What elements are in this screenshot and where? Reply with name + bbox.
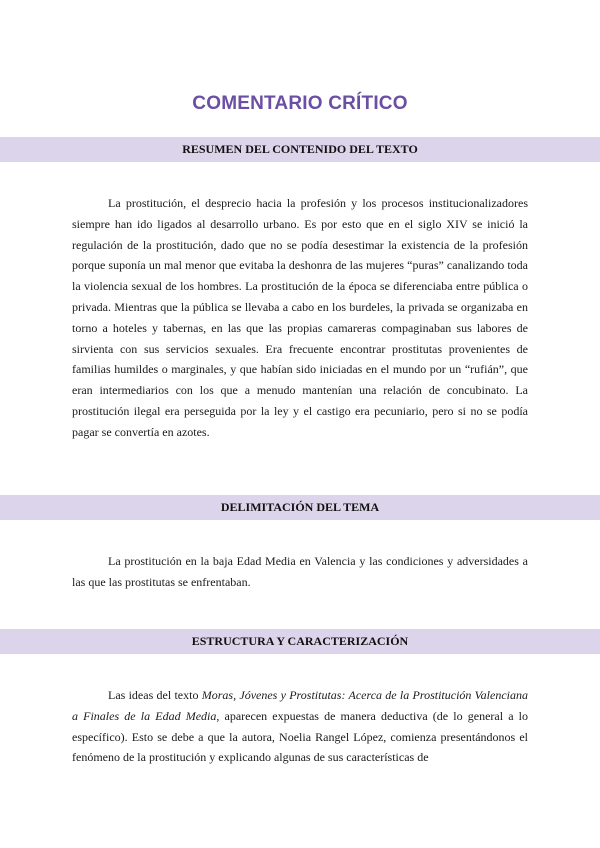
section-heading-estructura: ESTRUCTURA Y CARACTERIZACIÓN xyxy=(0,629,600,654)
paragraph-estructura-intro: Las ideas del texto xyxy=(108,688,199,702)
section-heading-resumen: RESUMEN DEL CONTENIDO DEL TEXTO xyxy=(0,137,600,162)
paragraph-estructura xyxy=(72,685,528,768)
paragraph-estructura-rest: , aparecen expuestas de manera deductiva (de lo general a lo específico). Esto se debe a que la autora, Noelia Rangel López, comienza presentándonos el fenómeno de la prostitución y explicando algunas de sus características de xyxy=(72,708,529,765)
page-title: COMENTARIO CRÍTICO xyxy=(192,93,408,114)
section-heading-delimitacion: DELIMITACIÓN DEL TEMA xyxy=(0,495,600,520)
paragraph-resumen: La prostitución, el desprecio hacia la profesión y los procesos institucionalizadores siempre han ido ligados al desarrollo urbano. Es por esto que en el siglo XIV se inició la regulación de la prostitución, dado que no se podía desestimar la existencia de la profesión porque suponía un mal menor que evitaba la deshonra de las mujeres “puras” canalizando toda la violencia sexual de los hombres. La prostitución de la época se diferenciaba entre pública o privada. Mientras que la pública se llevaba a cabo en los burdeles, la privada se organizaba en torno a hoteles y tabernas, en las que las propias camareras compaginaban sus labores de sirvienta con sus servicios sexuales. Era frecuente encontrar prostitutas provenientes de familias humildes o marginales, y que habían sido iniciadas en el mundo por un “rufián”, que eran intermediarios con los que a menudo mantenían una relación de concubinato. La prostitución ilegal era perseguida por la ley y el castigo era pecuniario, pero si no se podía pagar se convertía en azotes. xyxy=(72,196,528,439)
paragraph-delimitacion: La prostitución en la baja Edad Media en Valencia y las condiciones y adversidades a las que las prostitutas se enfrentaban. xyxy=(72,554,528,589)
work-title: Moras, Jóvenes y Prostitutas: Acerca de la Prostitución Valenciana a Finales de la Edad Media xyxy=(72,688,529,723)
